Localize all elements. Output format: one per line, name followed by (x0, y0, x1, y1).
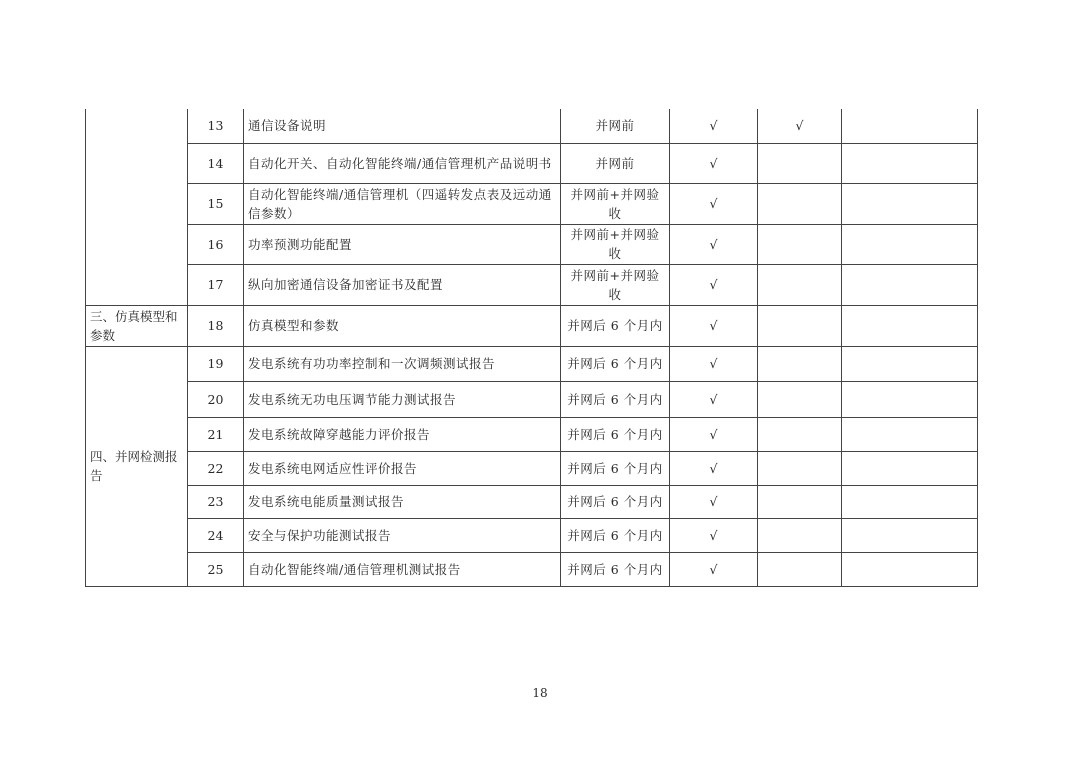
check-mark-2 (758, 224, 842, 264)
empty-cell (842, 518, 978, 552)
check-mark-2 (758, 346, 842, 381)
submission-timing: 并网前+并网验收 (561, 264, 670, 305)
check-mark-1: √ (670, 485, 758, 518)
empty-cell (842, 552, 978, 586)
item-name: 自动化智能终端/通信管理机（四遥转发点表及远动通信参数） (244, 183, 561, 224)
check-mark-2 (758, 518, 842, 552)
empty-cell (842, 183, 978, 224)
empty-cell (842, 485, 978, 518)
row-number: 25 (188, 552, 244, 586)
empty-cell (842, 381, 978, 417)
table-row (86, 224, 978, 264)
check-mark-2 (758, 305, 842, 346)
table-row (86, 264, 978, 305)
check-mark-2 (758, 143, 842, 183)
table-row (86, 381, 978, 417)
check-mark-1: √ (670, 451, 758, 485)
table-row (86, 143, 978, 183)
row-number: 20 (188, 381, 244, 417)
check-mark-1: √ (670, 183, 758, 224)
item-name: 纵向加密通信设备加密证书及配置 (244, 264, 561, 305)
row-number: 24 (188, 518, 244, 552)
submission-timing: 并网后 6 个月内 (561, 305, 670, 346)
table-row (86, 183, 978, 224)
row-number: 13 (188, 109, 244, 143)
submission-timing: 并网后 6 个月内 (561, 518, 670, 552)
row-number: 21 (188, 417, 244, 451)
table-row (86, 305, 978, 346)
table-row (86, 346, 978, 381)
submission-timing: 并网前+并网验收 (561, 183, 670, 224)
table-row (86, 485, 978, 518)
check-mark-1: √ (670, 224, 758, 264)
empty-cell (842, 346, 978, 381)
empty-cell (842, 417, 978, 451)
check-mark-1: √ (670, 264, 758, 305)
item-name: 功率预测功能配置 (244, 224, 561, 264)
check-mark-1: √ (670, 552, 758, 586)
check-mark-1: √ (670, 346, 758, 381)
category-cell: 四、并网检测报告 (86, 346, 188, 586)
item-name: 仿真模型和参数 (244, 305, 561, 346)
submission-timing: 并网前 (561, 109, 670, 143)
submission-timing: 并网前 (561, 143, 670, 183)
row-number: 15 (188, 183, 244, 224)
document-table (85, 109, 978, 587)
item-name: 通信设备说明 (244, 109, 561, 143)
check-mark-2 (758, 183, 842, 224)
category-cell: 三、仿真模型和参数 (86, 305, 188, 346)
table-row (86, 417, 978, 451)
check-mark-1: √ (670, 417, 758, 451)
item-name: 自动化智能终端/通信管理机测试报告 (244, 552, 561, 586)
item-name: 发电系统故障穿越能力评价报告 (244, 417, 561, 451)
submission-timing: 并网后 6 个月内 (561, 346, 670, 381)
check-mark-1: √ (670, 381, 758, 417)
check-mark-1: √ (670, 518, 758, 552)
empty-cell (842, 109, 978, 143)
submission-timing: 并网前+并网验收 (561, 224, 670, 264)
table-row (86, 552, 978, 586)
table-row (86, 518, 978, 552)
empty-cell (842, 305, 978, 346)
page-number: 18 (532, 686, 548, 700)
check-mark-1: √ (670, 109, 758, 143)
empty-cell (842, 451, 978, 485)
check-mark-2 (758, 485, 842, 518)
item-name: 发电系统电网适应性评价报告 (244, 451, 561, 485)
empty-cell (842, 224, 978, 264)
check-mark-2 (758, 264, 842, 305)
row-number: 18 (188, 305, 244, 346)
item-name: 发电系统有功功率控制和一次调频测试报告 (244, 346, 561, 381)
check-mark-2 (758, 552, 842, 586)
empty-cell (842, 143, 978, 183)
submission-timing: 并网后 6 个月内 (561, 552, 670, 586)
category-cell (86, 109, 188, 305)
check-mark-2: √ (758, 109, 842, 143)
row-number: 23 (188, 485, 244, 518)
submission-timing: 并网后 6 个月内 (561, 381, 670, 417)
item-name: 发电系统无功电压调节能力测试报告 (244, 381, 561, 417)
row-number: 22 (188, 451, 244, 485)
submission-timing: 并网后 6 个月内 (561, 417, 670, 451)
check-mark-2 (758, 451, 842, 485)
row-number: 14 (188, 143, 244, 183)
table-row (86, 451, 978, 485)
check-mark-1: √ (670, 305, 758, 346)
empty-cell (842, 264, 978, 305)
row-number: 16 (188, 224, 244, 264)
submission-timing: 并网后 6 个月内 (561, 485, 670, 518)
row-number: 17 (188, 264, 244, 305)
item-name: 发电系统电能质量测试报告 (244, 485, 561, 518)
item-name: 安全与保护功能测试报告 (244, 518, 561, 552)
item-name: 自动化开关、自动化智能终端/通信管理机产品说明书 (244, 143, 561, 183)
check-mark-2 (758, 381, 842, 417)
table-row (86, 109, 978, 143)
check-mark-1: √ (670, 143, 758, 183)
submission-timing: 并网后 6 个月内 (561, 451, 670, 485)
check-mark-2 (758, 417, 842, 451)
row-number: 19 (188, 346, 244, 381)
